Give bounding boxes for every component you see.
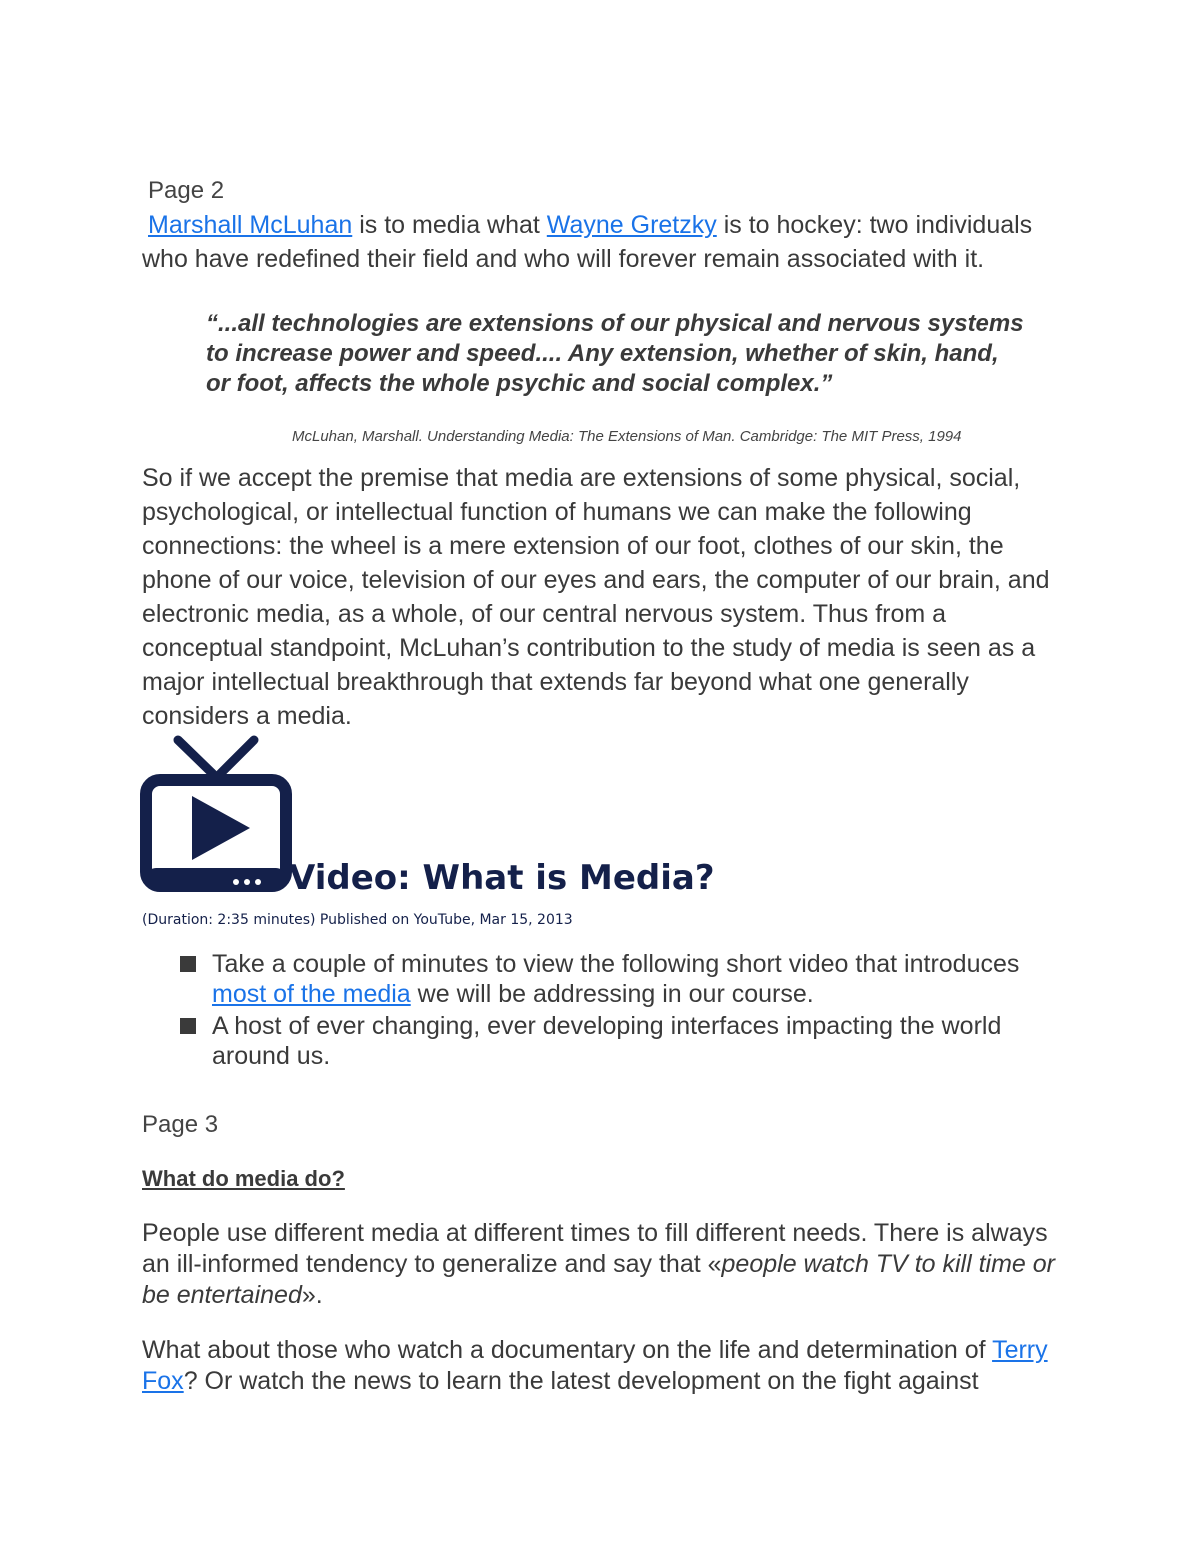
page-2-label: Page 2 — [148, 177, 225, 204]
intro-text-1: is to media what — [352, 211, 547, 239]
p2-text-post: ? Or watch the news to learn the latest development on the fight against — [183, 1367, 979, 1395]
bullet-square-icon — [180, 1018, 196, 1034]
video-meta: (Duration: 2:35 minutes) Published on YouTube, Mar 15, 2013 — [142, 912, 573, 928]
terry-fox-link[interactable]: Terry Fox — [142, 1336, 1048, 1395]
quote-line-1: “...all technologies are extensions of our physical and nervous systems — [206, 310, 1024, 337]
section-heading: What do media do? — [142, 1166, 345, 1191]
wayne-gretzky-link[interactable]: Wayne Gretzky — [546, 211, 717, 239]
p1-text-pre: People use different media at different times to fill different needs. There is always an ill-informed tendency to generalize and say that « — [142, 1219, 1048, 1278]
p2-text-pre: What about those who watch a documentary on the life and determination of — [142, 1336, 993, 1364]
people-use-media-paragraph — [142, 1218, 1062, 1311]
quote-line-3: or foot, affects the whole psychic and social complex.” — [206, 370, 833, 397]
intro-text-2: is to hockey: two individuals who have redefined their field and who will forever remain associated with it. — [142, 211, 1033, 273]
bullet-1-text-post: we will be addressing in our course. — [410, 980, 814, 1008]
video-title: Video: What is Media? — [289, 858, 715, 898]
marshall-mcluhan-link[interactable]: Marshall McLuhan — [148, 211, 353, 239]
video-bullet-2 — [142, 1011, 1062, 1071]
p1-italic-text: people watch TV to kill time or be entertained — [142, 1250, 1056, 1309]
media-extensions-paragraph: So if we accept the premise that media are extensions of some physical, social, psychological, or intellectual function of humans we can make the following connections: the wheel is a mere extension of our foot, clothes of our skin, the phone of our voice, television of our eyes and ears, the computer of our brain, and electronic media, as a whole, of our central nervous system. Thus from a conceptual standpoint, McLuhan’s contribution to the study of media is seen as a major intellectual breakthrough that extends far beyond what one generally considers a media. — [142, 464, 1050, 730]
mcluhan-quote — [206, 309, 1066, 399]
intro-paragraph — [142, 208, 1062, 276]
page-3-label: Page 3 — [142, 1111, 219, 1138]
p1-text-post: ». — [301, 1281, 323, 1309]
quote-citation: McLuhan, Marshall. Understanding Media: The Extensions of Man. Cambridge: The MIT Press, 1994 — [292, 428, 962, 445]
quote-line-2: to increase power and speed.... Any extension, whether of skin, hand, — [206, 340, 999, 367]
video-bullet-list — [142, 949, 1062, 1073]
most-of-the-media-link[interactable]: most of the media — [212, 980, 411, 1008]
documentary-paragraph — [142, 1335, 1067, 1397]
bullet-square-icon — [180, 956, 196, 972]
video-bullet-1 — [142, 949, 1062, 1009]
tv-play-icon[interactable] — [138, 732, 294, 894]
bullet-2-text: A host of ever changing, ever developing interfaces impacting the world around us. — [212, 1012, 1002, 1070]
bullet-1-text-pre: Take a couple of minutes to view the following short video that introduces — [212, 950, 1020, 978]
